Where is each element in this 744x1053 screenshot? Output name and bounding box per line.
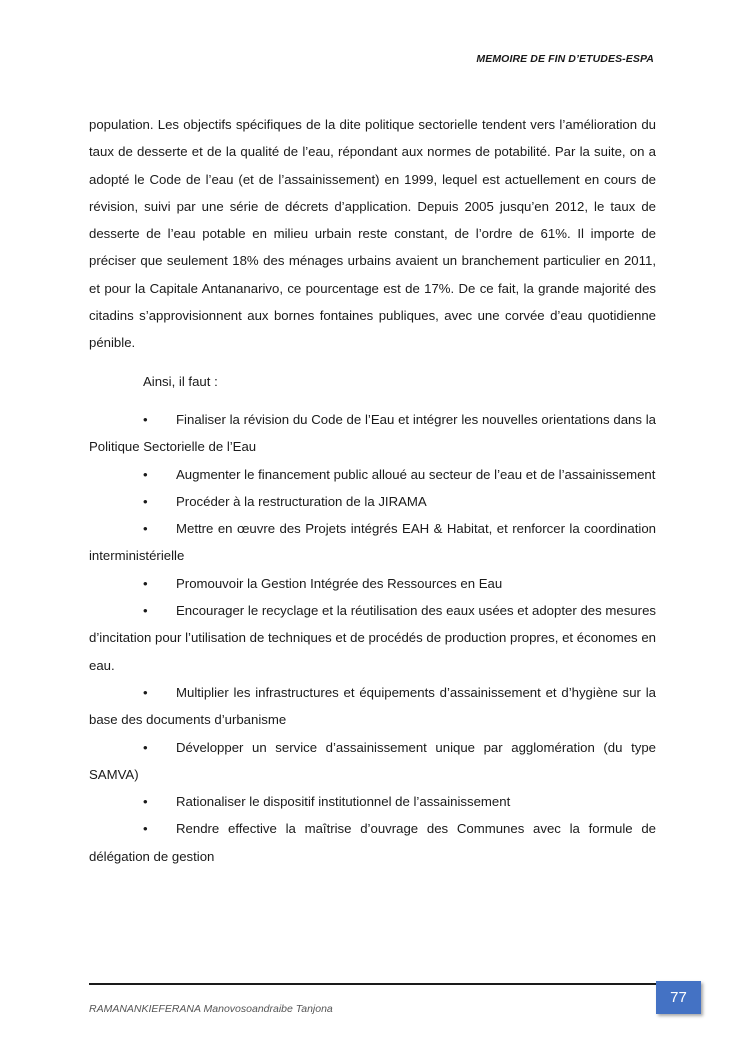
list-item-text: Mettre en œuvre des Projets intégrés EAH & Habitat, et renforcer la coordination interministérielle	[89, 521, 656, 564]
list-item-text: Augmenter le financement public alloué au secteur de l’eau et de l’assainissement	[176, 466, 656, 482]
bullet-icon: •	[143, 493, 148, 509]
list-intro: Ainsi, il faut :	[143, 373, 218, 389]
list-item-text: Procéder à la restructuration de la JIRAMA	[176, 493, 427, 509]
list-item	[89, 679, 656, 734]
bullet-icon: •	[143, 794, 148, 810]
footer-divider	[89, 983, 656, 985]
list-item-text: Multiplier les infrastructures et équipements d’assainissement et d’hygiène sur la base des documents d’urbanisme	[89, 684, 656, 728]
list-item-text: Encourager le recyclage et la réutilisation des eaux usées et adopter des mesures d’incitation pour l’utilisation de techniques et de procédés de production propres, et économes en eau.	[89, 603, 656, 673]
bullet-icon: •	[143, 411, 148, 427]
body-paragraph: population. Les objectifs spécifiques de la dite politique sectorielle tendent vers l’amélioration du taux de desserte et de la qualité de l’eau, répondant aux normes de potabilité. Par la suite, on a adopté le Code de l’eau (et de l’assainissement) en 1999, lequel est actuellement en cours de révision, suivi par une série de décrets d’application. Depuis 2005 jusqu’en 2012, le taux de desserte de l’eau potable en milieu urbain reste constant, de l’ordre de 61%. Il importe de préciser que seulement 18% des ménages urbains avaient un branchement particulier en 2011, et pour la Capitale Antananarivo, ce pourcentage est de 17%. De ce fait, la grande majorité des citadins s’approvisionnent aux bornes fontaines publiques, avec une corvée d’eau quotidienne pénible.	[89, 117, 656, 351]
bullet-icon: •	[143, 466, 148, 482]
page-header-title: MEMOIRE DE FIN D’ETUDES-ESPA	[476, 53, 654, 65]
list-item	[89, 488, 656, 515]
bullet-icon: •	[143, 575, 148, 591]
list-item	[89, 570, 656, 597]
bullet-icon: •	[143, 684, 148, 700]
list-item	[89, 461, 656, 488]
list-item-text: Rendre effective la maîtrise d’ouvrage des Communes avec la formule de délégation de gestion	[89, 821, 656, 864]
list-item	[89, 815, 656, 870]
list-item	[89, 515, 656, 570]
recommendation-list	[89, 406, 656, 870]
list-item-text: Rationaliser le dispositif institutionnel de l’assainissement	[176, 794, 511, 810]
bullet-icon: •	[143, 603, 148, 619]
list-item-text: Finaliser la révision du Code de l’Eau et intégrer les nouvelles orientations dans la Politique Sectorielle de l’Eau	[89, 411, 656, 455]
bullet-icon: •	[143, 821, 148, 837]
footer-author: RAMANANKIEFERANA Manovosoandraibe Tanjona	[89, 1003, 333, 1015]
bullet-icon: •	[143, 739, 148, 755]
document-body	[89, 111, 656, 870]
bullet-icon: •	[143, 521, 148, 537]
page-number-badge: 77	[656, 981, 701, 1014]
list-item	[89, 597, 656, 679]
list-item	[89, 406, 656, 461]
list-item	[89, 788, 656, 815]
list-item-text: Développer un service d’assainissement unique par agglomération (du type SAMVA)	[89, 739, 656, 782]
list-item	[89, 734, 656, 789]
list-item-text: Promouvoir la Gestion Intégrée des Ressources en Eau	[176, 575, 503, 591]
